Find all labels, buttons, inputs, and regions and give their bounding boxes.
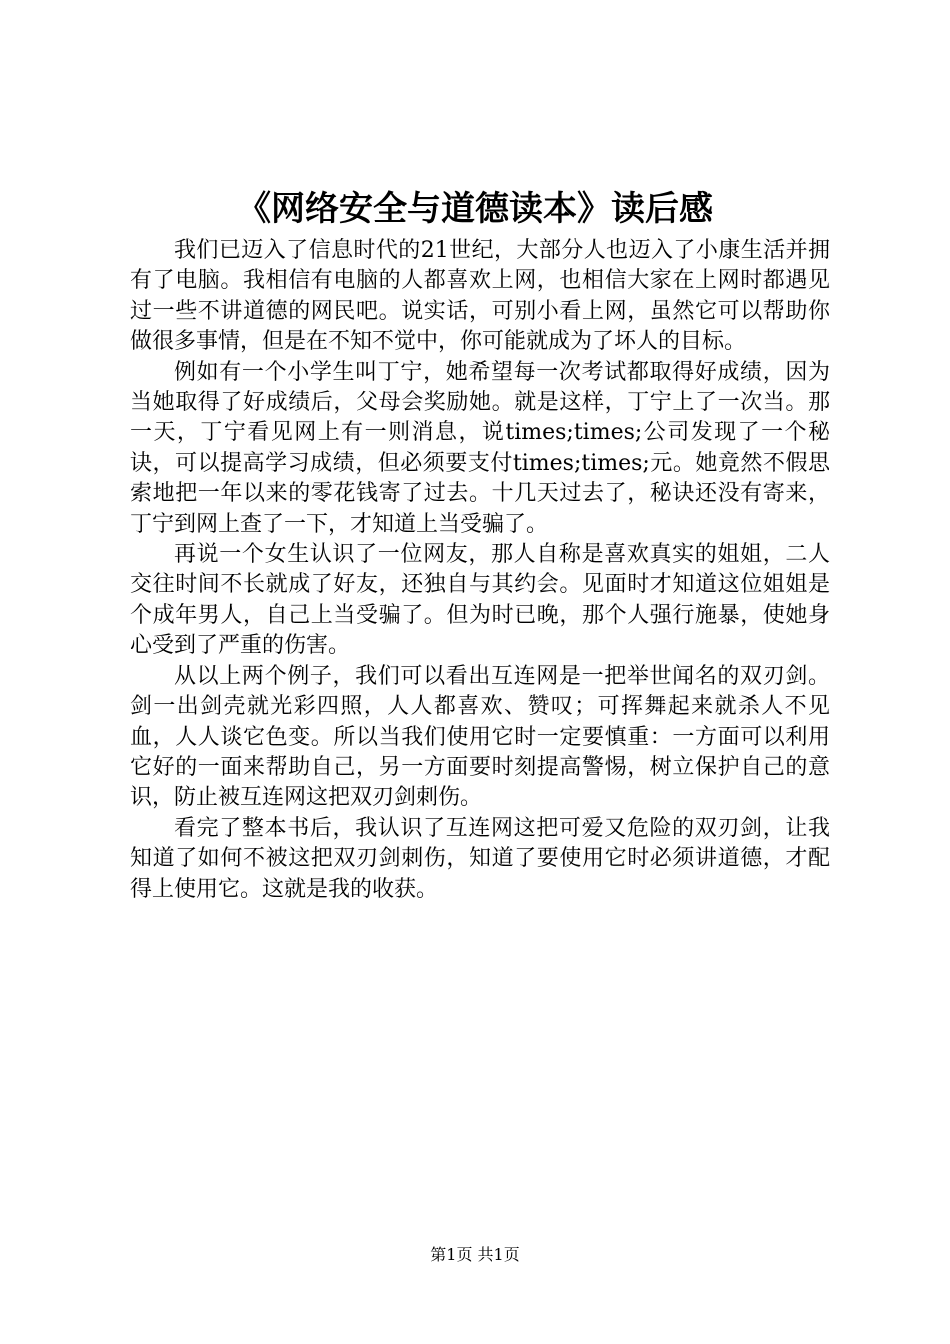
paragraph-4: 从以上两个例子，我们可以看出互连网是一把举世闻名的双刃剑。剑一出剑壳就光彩四照，人人都喜欢、赞叹；可挥舞起来就杀人不见血，人人谈它色变。所以当我们使用它时一定要慎重：一方面可以利用它好的一面来帮助自己，另一方面要时刻提高警惕，树立保护自己的意识，防止被互连网这把双刃剑刺伤。	[130, 663, 830, 811]
paragraph-3: 再说一个女生认识了一位网友，那人自称是喜欢真实的姐姐，二人交往时间不长就成了好友，还独自与其约会。见面时才知道这位姐姐是个成年男人，自己上当受骗了。但为时已晚，那个人强行施暴，使她身心受到了严重的伤害。	[130, 542, 830, 659]
paragraph-2: 例如有一个小学生叫丁宁，她希望每一次考试都取得好成绩，因为当她取得了好成绩后，父母会奖励她。就是这样，丁宁上了一次当。那一天，丁宁看见网上有一则消息，说times;times;公司发现了一个秘诀，可以提高学习成绩，但必须要支付times;times;元。她竟然不假思索地把一年以来的零花钱寄了过去。十几天过去了，秘诀还没有寄来，丁宁到网上查了一下，才知道上当受骗了。	[130, 359, 830, 537]
document-title: 《网络安全与道德读本》读后感	[237, 189, 713, 229]
document-body	[130, 236, 830, 905]
paragraph-5: 看完了整本书后，我认识了互连网这把可爱又危险的双刃剑，让我知道了如何不被这把双刃剑刺伤，知道了要使用它时必须讲道德，才配得上使用它。这就是我的收获。	[130, 815, 830, 902]
page-number-footer: 第1页 共1页	[430, 1245, 520, 1264]
paragraph-1: 我们已迈入了信息时代的21世纪，大部分人也迈入了小康生活并拥有了电脑。我相信有电脑的人都喜欢上网，也相信大家在上网时都遇见过一些不讲道德的网民吧。说实话，可别小看上网，虽然它可以帮助你做很多事情，但是在不知不觉中，你可能就成为了坏人的目标。	[130, 238, 830, 355]
